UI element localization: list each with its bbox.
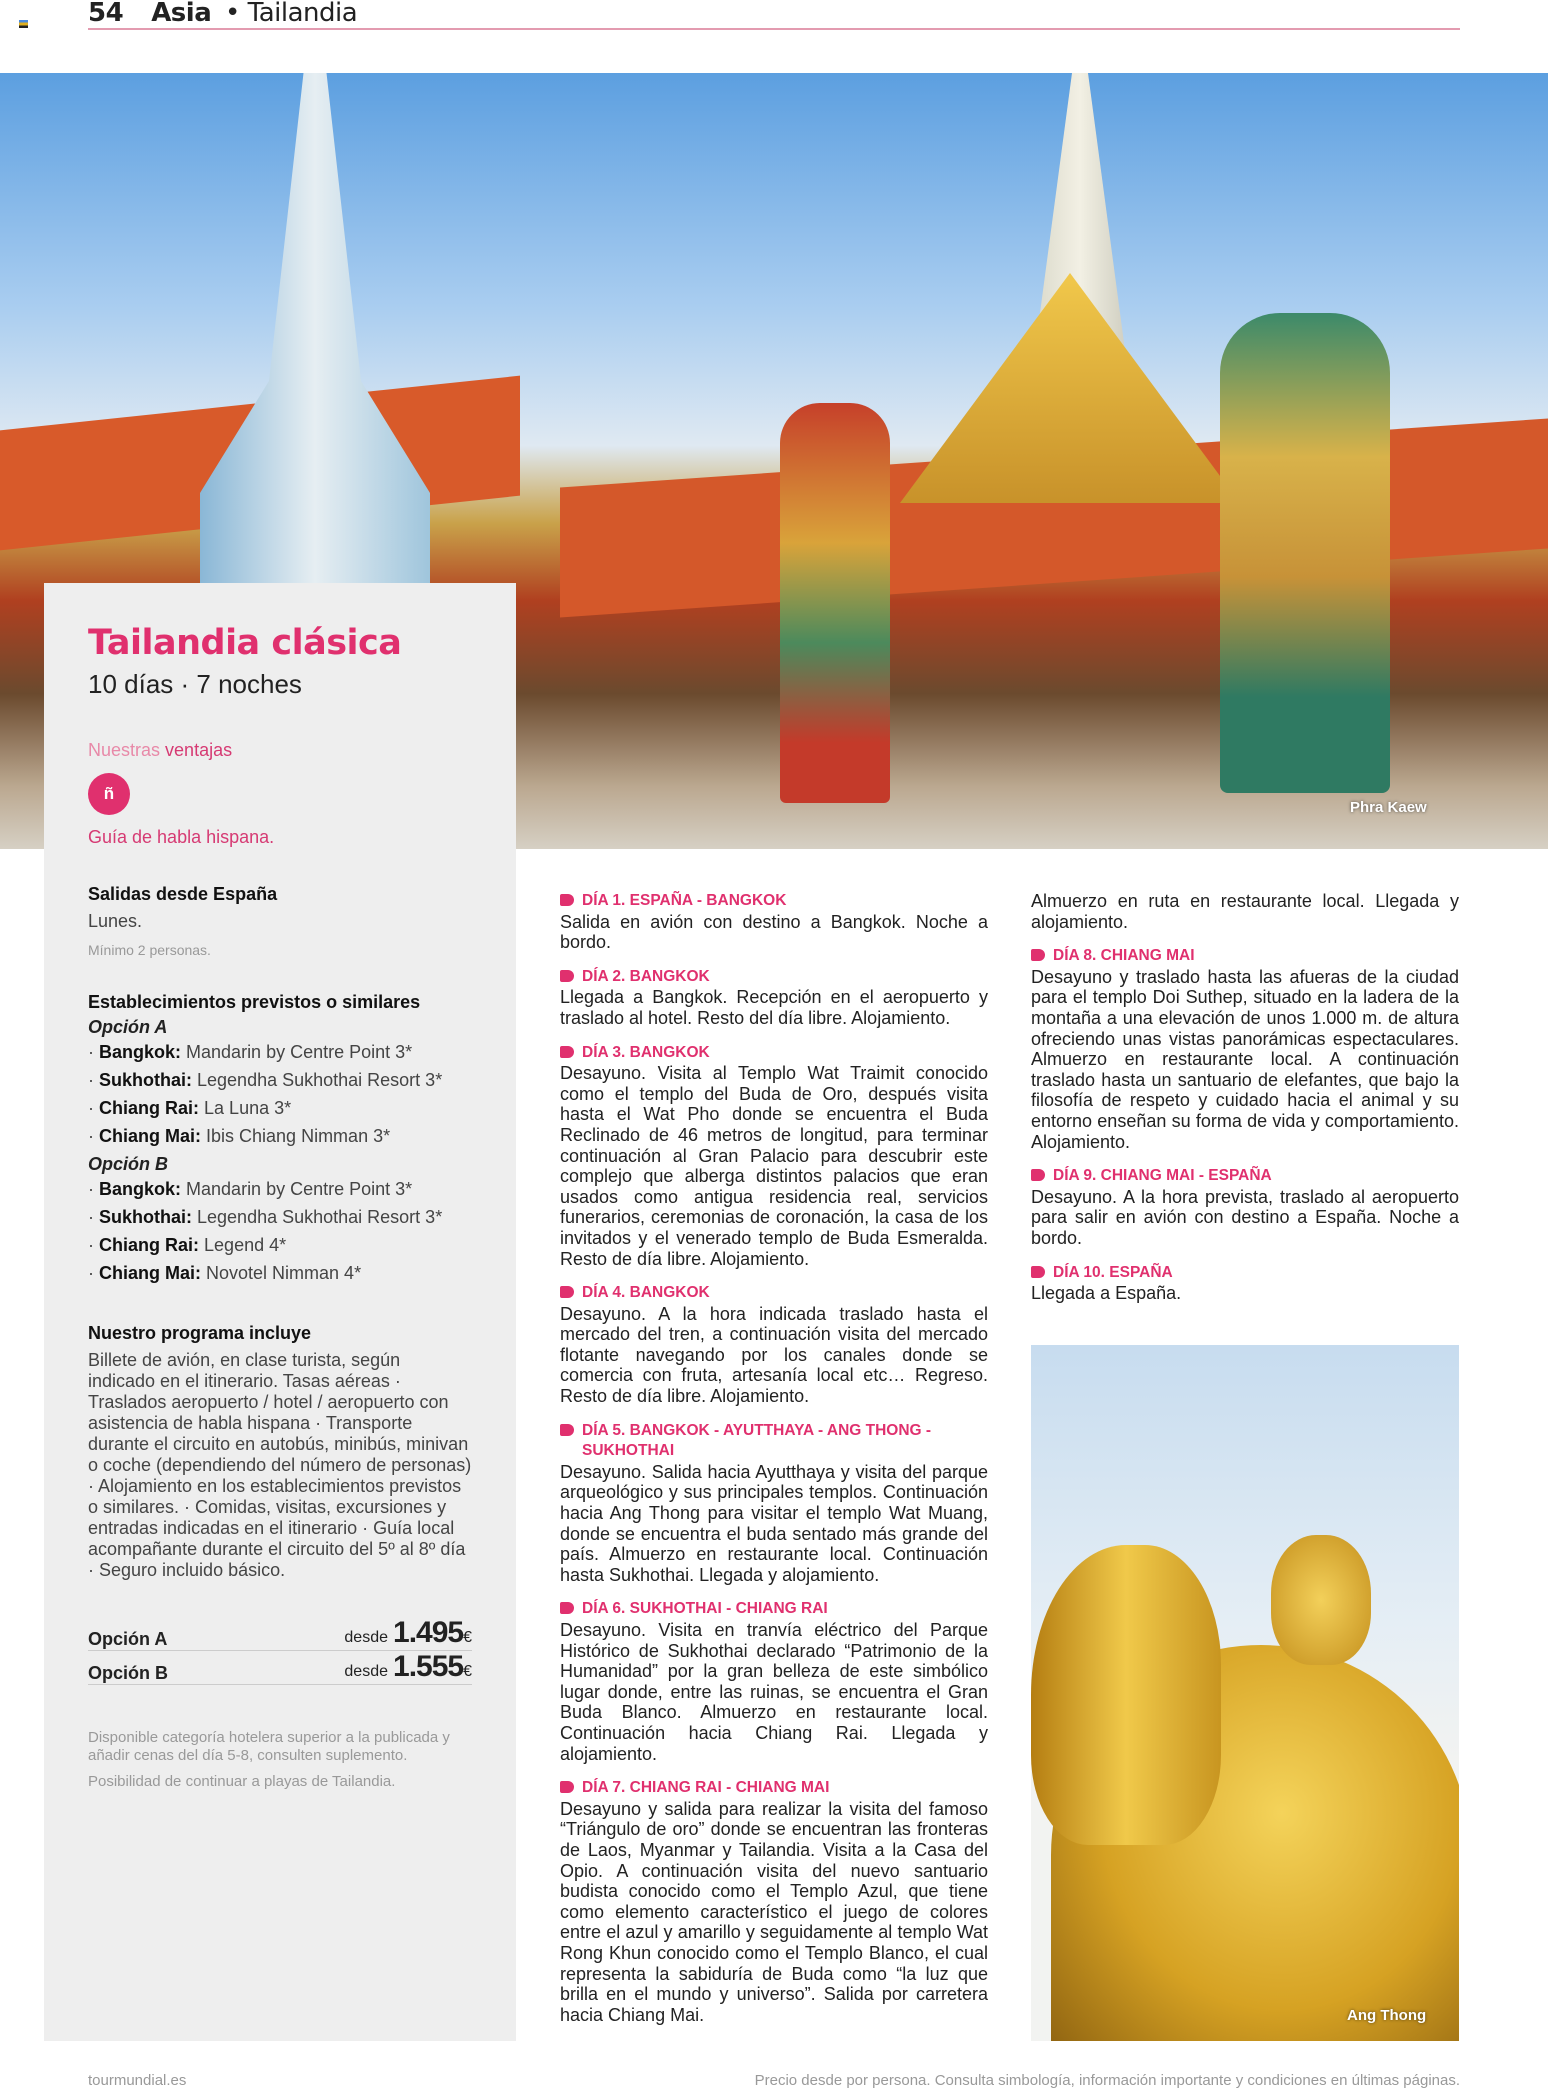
day-title: [560, 967, 988, 988]
note-text: Posibilidad de continuar a playas de Tailandia.: [88, 1773, 396, 1790]
day-title: [560, 1778, 988, 1799]
itinerary-day: [1031, 946, 1459, 1152]
hotel-item: · Bangkok: Mandarin by Centre Point 3*: [88, 1042, 413, 1062]
buddha-caption: Ang Thong: [1347, 2007, 1427, 2024]
price-option: Opción A: [88, 1629, 168, 1649]
region: Asia: [151, 0, 212, 28]
buddha-image: [1031, 1345, 1459, 2041]
price-amount: [344, 1616, 472, 1650]
hotel-name: Ibis Chiang Nimman 3*: [206, 1126, 391, 1146]
price-from: desde: [344, 1663, 388, 1680]
includes-title: Nuestro programa incluye: [88, 1323, 312, 1343]
price-table: [88, 1617, 472, 1685]
hotel-item: · Chiang Mai: Novotel Nimman 4*: [88, 1263, 362, 1283]
day-text: Salida en avión con destino a Bangkok. Noche a bordo.: [560, 911, 988, 953]
price-amount: [344, 1650, 472, 1684]
day-marker-icon: [560, 1424, 574, 1436]
day-marker-icon: [560, 1781, 574, 1793]
hotel-city: Sukhothai:: [99, 1070, 192, 1090]
price-value: 1.555: [393, 1650, 464, 1683]
price-value: 1.495: [393, 1616, 464, 1649]
departures-title: Salidas desde España: [88, 884, 278, 904]
day-title-text: DÍA 6. SUKHOTHAI - CHIANG RAI: [582, 1600, 828, 1618]
hotel-name: La Luna 3*: [204, 1098, 292, 1118]
day-text: Llegada a Bangkok. Recepción en el aeropuerto y traslado al hotel. Resto del día libre. Alojamiento.: [560, 987, 988, 1028]
day7-continuation: Almuerzo en ruta en restaurante local. Llegada y alojamiento.: [1031, 891, 1459, 932]
hotel-item: · Sukhothai: Legendha Sukhothai Resort 3*: [88, 1207, 443, 1227]
day-text: Llegada a España.: [1031, 1283, 1182, 1304]
day-title-text: DÍA 2. BANGKOK: [582, 967, 710, 985]
price-row: [88, 1651, 472, 1685]
advantages-word: ventajas: [165, 740, 233, 760]
option-label: Opción B: [88, 1154, 168, 1174]
day-marker-icon: [1031, 1266, 1045, 1278]
page-number: 54: [88, 0, 124, 28]
day-title: [1031, 1166, 1459, 1187]
day-title: [1031, 946, 1459, 967]
hotel-city: Chiang Mai:: [99, 1263, 201, 1283]
hotel-city: Bangkok:: [99, 1179, 182, 1199]
notes: [88, 1729, 472, 1791]
day-title-text: DÍA 3. BANGKOK: [582, 1043, 710, 1061]
itinerary-day: [1031, 1166, 1459, 1248]
hotel-item: · Chiang Rai: La Luna 3*: [88, 1098, 292, 1118]
itinerary-column-1: [560, 891, 988, 2061]
day-title-text: DÍA 10. ESPAÑA: [1053, 1263, 1173, 1281]
trip-title: Tailandia clásica: [88, 623, 402, 663]
print-registration-mark: [19, 20, 28, 28]
day-marker-icon: [1031, 1169, 1045, 1181]
itinerary-day: [560, 1778, 988, 2025]
itinerary-day: [560, 1599, 988, 1764]
day-title: [560, 1421, 988, 1462]
price-option: Opción B: [88, 1663, 168, 1683]
day-title: [1031, 1263, 1459, 1284]
footer-site[interactable]: tourmundial.es: [88, 2072, 187, 2089]
price-from: desde: [344, 1629, 388, 1646]
departures-min: Mínimo 2 personas.: [88, 942, 211, 958]
itinerary-day: [1031, 1263, 1459, 1304]
day-marker-icon: [1031, 949, 1045, 961]
day-text: Desayuno. Visita en tranvía eléctrico del Parque Histórico de Sukhothai declarado “Patrimonio de la Humanidad” por la gran belleza de este simbólico lugar donde, entre las ruinas, se encuentra el Gran Buda Blanco. Almuerzo en restaurante local. Continuación hacia Chiang Rai. Llegada y alojamiento.: [560, 1620, 988, 1764]
hotel-name: Legend 4*: [204, 1235, 287, 1255]
day-text: Desayuno. A la hora indicada traslado hasta el mercado del tren, a continuación visita del mercado flotante navegando por los canales donde se comercia con fruta, artesanía local etc… Regreso. Resto de día libre. Alojamiento.: [560, 1303, 988, 1407]
sidebar: [44, 583, 516, 2041]
hotel-item: · Sukhothai: Legendha Sukhothai Resort 3*: [88, 1070, 443, 1090]
itinerary-day: [560, 1043, 988, 1270]
itinerary-day: [560, 1421, 988, 1586]
day-text: Desayuno y traslado hasta las afueras de la ciudad para el templo Doi Suthep, situado en la ladera de la montaña a una elevación de unos 1.000 m. de altura ofreciendo unas vistas panorámicas espectaculares. Almuerzo en restaurante local. A continuación traslado hasta un santuario de elefantes, que bajo la filosofía de respeto y cuidado hacia el animal y su entorno enseñan su forma de vida y comportamiento. Alojamiento.: [1031, 966, 1459, 1152]
hero-caption: Phra Kaew: [1350, 799, 1427, 816]
hotel-city: Chiang Rai:: [99, 1235, 200, 1255]
day-marker-icon: [560, 1286, 574, 1298]
hotels-title: Establecimientos previstos o similares: [88, 992, 421, 1012]
day-text: Desayuno y salida para realizar la visita del famoso “Triángulo de oro” donde se encuentran las fronteras de Laos, Myanmar y Tailandia. Visita a la Casa del Opio. A continuación visita del nuevo santuario budista conocido como el Templo Azul, que tiene como elemento característico el juego de colores entre el azul y amarillo y seguidamente al templo Wat Rong Khun conocido como el Templo Blanco, el cual representa la sabiduría de Buda como “la luz que brilla en el mundo y universo”. Salida por carretera hacia Chiang Mai.: [560, 1798, 988, 2025]
itinerary-column-2: [1031, 891, 1459, 1331]
hotel-city: Bangkok:: [99, 1042, 182, 1062]
day-text: Desayuno. Visita al Templo Wat Traimit conocido como el templo del Buda de Oro, después visita hasta el Wat Pho donde se encuentra el Buda Reclinado de 46 metros de longitud, para terminar continuación al Gran Palacio para descubrir este complejo que alberga distintos palacios que eran usados como antigua residencia real, servicios funerarios, ceremonias de coronación, la casa de los invitados y el venerado templo de Buda Esmeralda. Resto de día libre. Alojamiento.: [560, 1063, 988, 1269]
day-title: [560, 1599, 988, 1620]
hotel-name: Legendha Sukhothai Resort 3*: [197, 1070, 443, 1090]
day-marker-icon: [560, 970, 574, 982]
day-marker-icon: [560, 1602, 574, 1614]
hotel-item: · Chiang Rai: Legend 4*: [88, 1235, 287, 1255]
price-currency: €: [463, 1629, 472, 1646]
hotel-name: Legendha Sukhothai Resort 3*: [197, 1207, 443, 1227]
day-title-text: DÍA 7. CHIANG RAI - CHIANG MAI: [582, 1779, 830, 1797]
itinerary-day: [560, 967, 988, 1029]
hotel-item: · Chiang Mai: Ibis Chiang Nimman 3*: [88, 1126, 391, 1146]
day-title-text: DÍA 4. BANGKOK: [582, 1284, 710, 1302]
day-text: Desayuno. Salida hacia Ayutthaya y visita del parque arqueológico y sus principales templos. Continuación hacia Ang Thong para visitar el templo Wat Muang, donde se encuentra el buda sentado más grande del país. Almuerzo en restaurante local. Continuación hasta Sukhothai. Llegada y alojamiento.: [560, 1461, 988, 1585]
country: Tailandia: [247, 0, 358, 28]
hotel-name: Mandarin by Centre Point 3*: [186, 1179, 413, 1199]
hotel-name: Mandarin by Centre Point 3*: [186, 1042, 413, 1062]
note-text: Disponible categoría hotelera superior a la publicada y añadir cenas del día 5-8, consulten suplemento.: [88, 1729, 450, 1764]
page-header: 54 Asia • Tailandia: [88, 0, 1460, 30]
day-marker-icon: [560, 894, 574, 906]
day-title: [560, 891, 988, 912]
day-title-text: DÍA 8. CHIANG MAI: [1053, 947, 1195, 965]
day-title: [560, 1283, 988, 1304]
hotel-city: Chiang Rai:: [99, 1098, 200, 1118]
hotel-city: Sukhothai:: [99, 1207, 192, 1227]
footer-disclaimer: Precio desde por persona. Consulta simbología, información importante y condiciones en últimas páginas.: [754, 2072, 1460, 2089]
advantage-label: Guía de habla hispana.: [88, 827, 275, 847]
day-text: Desayuno. A la hora prevista, traslado al aeropuerto para salir en avión con destino a España. Noche a bordo.: [1031, 1186, 1459, 1248]
day-title-text: DÍA 5. BANGKOK - AYUTTHAYA - ANG THONG - SUKHOTHAI: [582, 1421, 932, 1460]
price-currency: €: [463, 1663, 472, 1680]
day-title: [560, 1043, 988, 1064]
spanish-guide-icon: ñ: [88, 773, 130, 815]
price-row: [88, 1617, 472, 1651]
hotel-name: Novotel Nimman 4*: [206, 1263, 362, 1283]
day-title-text: DÍA 9. CHIANG MAI - ESPAÑA: [1053, 1167, 1272, 1185]
itinerary-day: [560, 1283, 988, 1407]
departures-day: Lunes.: [88, 911, 143, 931]
day-title-text: DÍA 1. ESPAÑA - BANGKOK: [582, 892, 787, 909]
advantages-prefix: Nuestras: [88, 740, 161, 760]
includes-text: Billete de avión, en clase turista, según indicado en el itinerario. Tasas aéreas · Traslados aeropuerto / hotel / aeropuerto con asistencia de habla hispana · Transporte durante el circuito en autobús, minibús, minivan o coche (dependiendo del número de personas) · Alojamiento en los establecimientos previstos o similares. · Comidas, visitas, excursiones y entradas indicadas en el itinerario · Guía local acompañante durante el circuito del 5º al 8º día · Seguro incluido básico.: [88, 1350, 472, 1580]
itinerary-day: [560, 891, 988, 953]
hotel-city: Chiang Mai:: [99, 1126, 201, 1146]
day-marker-icon: [560, 1046, 574, 1058]
trip-duration: 10 días · 7 noches: [88, 669, 302, 699]
hotel-item: · Bangkok: Mandarin by Centre Point 3*: [88, 1179, 413, 1199]
hotel-options: [88, 1017, 472, 1287]
option-label: Opción A: [88, 1017, 168, 1037]
